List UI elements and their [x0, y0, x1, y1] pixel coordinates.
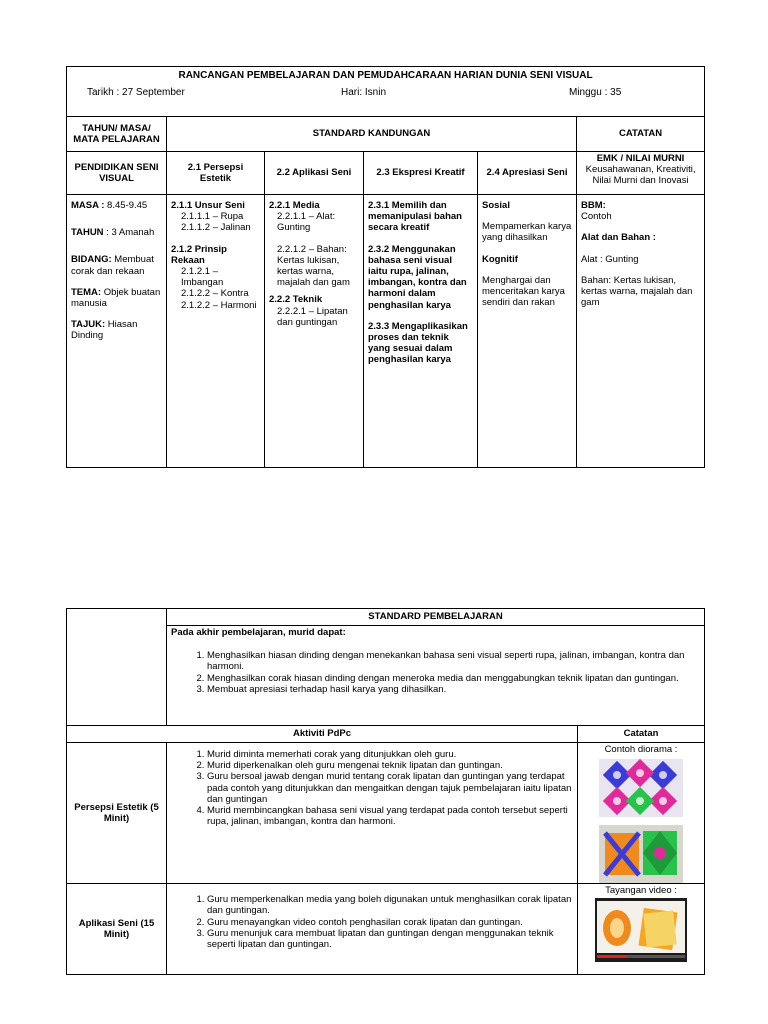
tema-label: TEMA:: [71, 286, 102, 298]
ekspresi-kreatif-content: [364, 195, 478, 468]
objectives-intro: Pada akhir pembelajaran, murid dapat:: [171, 627, 346, 638]
date-field: Tarikh : 27 September: [87, 86, 185, 98]
kognitif-text: Menghargai dan menceritakan karya sendiri dan rakan: [482, 274, 565, 309]
activity-step: 1. Guru memperkenalkan media yang boleh digunakan untuk menghasilkan corak lipatan dan guntingan.: [207, 894, 573, 916]
standard-kandungan-header: STANDARD KANDUNGAN: [167, 117, 577, 152]
objective-item: 1. Menghasilkan hiasan dinding dengan menekankan bahasa seni visual seperti rupa, jalinan, imbangan, kontra dan harmoni.: [207, 650, 700, 672]
persepsi-steps-cell: [167, 743, 578, 884]
col-persepsi-estetik: 2.1 Persepsi Estetik: [167, 152, 265, 195]
sosial-text: Mempamerkan karya yang dihasilkan: [482, 221, 572, 244]
rupa-item: 2.1.1.1 – Rupa: [181, 211, 244, 223]
alat-bahan-heading: Alat dan Bahan :: [581, 232, 656, 244]
standard-2-3-2: 2.3.2 Menggunakan bahasa seni visual iaitu rupa, jalinan, imbangan, kontra dan harmoni dalam penghasilan karya: [368, 243, 467, 311]
bahan-item: 2.2.1.2 – Bahan: Kertas lukisan, kertas warna, majalah dan gam: [277, 243, 350, 289]
aplikasi-steps-cell: [167, 884, 578, 975]
objectives-cell: [167, 626, 705, 726]
col-apresiasi-seni: 2.4 Apresiasi Seni: [478, 152, 577, 195]
imbangan-item: 2.1.2.1 – Imbangan: [181, 266, 224, 289]
col-aplikasi-seni: 2.2 Aplikasi Seni: [265, 152, 364, 195]
masa-label: MASA :: [71, 200, 105, 211]
lesson-plan-header-table: [66, 66, 705, 468]
activity-step: 4. Murid membincangkan bahasa seni visual yang terdapat pada contoh tersebut seperti rupa, jalinan, imbangan, kontra dan harmoni.: [207, 805, 573, 827]
aktiviti-header: Aktiviti PdPc: [67, 726, 578, 743]
masa-value: 8.45-9.45: [104, 200, 148, 211]
aplikasi-seni-label: Aplikasi Seni (15 Minit): [67, 884, 167, 975]
catatan-col-header: Catatan: [578, 726, 705, 743]
day-field: Hari: Isnin: [341, 86, 387, 98]
harmoni-item: 2.1.2.2 – Harmoni: [181, 299, 257, 311]
alat-text: Alat : Gunting: [581, 253, 639, 265]
bbm-label: BBM:: [581, 200, 606, 211]
apresiasi-seni-content: [478, 195, 577, 468]
standard-pembelajaran-header: STANDARD PEMBELAJARAN: [167, 609, 705, 626]
persepsi-estetik-content: [167, 195, 265, 468]
bbm-value: Contoh: [581, 211, 612, 223]
diorama-cell: [578, 743, 705, 884]
prinsip-rekaan-heading: 2.1.2 Prinsip Rekaan: [171, 243, 227, 266]
tahun-label: TAHUN: [71, 227, 104, 239]
subject-name: PENDIDIKAN SENI VISUAL: [67, 152, 167, 195]
catatan-header: CATATAN: [577, 117, 705, 152]
kognitif-heading: Kognitif: [482, 253, 518, 265]
objective-item: 2. Menghasilkan corak hiasan dinding dengan meneroka media dan menggabungkan teknik lipatan dan guntingan.: [207, 673, 700, 684]
catatan-content: [577, 195, 705, 468]
video-thumbnail: [595, 898, 687, 962]
teknik-heading: 2.2.2 Teknik: [269, 294, 323, 306]
lesson-info-cell: [67, 195, 167, 468]
aplikasi-seni-content: [265, 195, 364, 468]
video-cell: [578, 884, 705, 975]
unsur-seni-heading: 2.1.1 Unsur Seni: [171, 200, 245, 211]
week-field: Minggu : 35: [569, 86, 622, 98]
tahun-header: TAHUN/ MASA/ MATA PELAJARAN: [67, 117, 167, 152]
emk-text: Keusahawanan, Kreativiti, Nilai Murni dan Inovasi: [585, 164, 696, 187]
bahan-text: Bahan: Kertas lukisan, kertas warna, majalah dan gam: [581, 274, 693, 309]
alat-item: 2.2.1.1 – Alat: Gunting: [277, 211, 336, 234]
objective-item: 3. Membuat apresiasi terhadap hasil karya yang dihasilkan.: [207, 684, 700, 695]
page-title: RANCANGAN PEMBELAJARAN DAN PEMUDAHCARAAN HARIAN DUNIA SENI VISUAL: [178, 70, 593, 81]
kontra-item: 2.1.2.2 – Kontra: [181, 288, 249, 300]
objectives-list: [171, 650, 700, 695]
aplikasi-steps-list: [171, 894, 573, 950]
emk-title: EMK / NILAI MURNI: [596, 153, 685, 164]
tema-value: Objek buatan manusia: [71, 286, 161, 310]
standard-2-3-1: 2.3.1 Memilih dan memanipulasi bahan secara kreatif: [368, 200, 462, 234]
activity-step: 1. Murid diminta memerhati corak yang ditunjukkan oleh guru.: [207, 749, 573, 760]
col-ekspresi-kreatif: 2.3 Ekspresi Kreatif: [364, 152, 478, 195]
lipatan-item: 2.2.2.1 – Lipatan dan guntingan: [277, 305, 348, 328]
standard-2-3-3: 2.3.3 Mengaplikasikan proses dan teknik yang sesuai dalam penghasilan karya: [368, 320, 468, 366]
bidang-value: Membuat corak dan rekaan: [71, 254, 154, 277]
activity-step: 2. Murid diperkenalkan oleh guru mengenai teknik lipatan dan guntingan.: [207, 760, 573, 771]
activity-step: 3. Guru menunjuk cara membuat lipatan dan guntingan dengan menggunakan teknik seperti lipatan dan guntingan.: [207, 928, 573, 950]
persepsi-estetik-label: Persepsi Estetik (5 Minit): [67, 743, 167, 884]
lesson-activity-table: [66, 608, 705, 975]
tahun-value: : 3 Amanah: [103, 227, 155, 239]
diorama-photo-1: [599, 759, 683, 817]
media-heading: 2.2.1 Media: [269, 200, 320, 211]
tajuk-label: TAJUK:: [71, 319, 106, 331]
persepsi-steps-list: [171, 749, 573, 827]
diorama-photo-2: [599, 825, 683, 883]
sosial-heading: Sosial: [482, 200, 510, 211]
blank-cell: [67, 609, 167, 726]
tajuk-value: Hiasan Dinding: [71, 319, 138, 342]
activity-step: 2. Guru menayangkan video contoh penghasilan corak lipatan dan guntingan.: [207, 917, 573, 928]
activity-step: 3. Guru bersoal jawab dengan murid tentang corak lipatan dan guntingan yang terdapat pada contoh yang ditunjukkan dan mengaitkan dengan tajuk pembelajaran iaitu lipatan dan guntingan: [207, 771, 573, 805]
jalinan-item: 2.1.1.2 – Jalinan: [181, 222, 251, 234]
video-label: Tayangan video :: [605, 885, 677, 897]
diorama-label: Contoh diorama :: [604, 744, 678, 755]
bidang-label: BIDANG:: [71, 254, 112, 266]
